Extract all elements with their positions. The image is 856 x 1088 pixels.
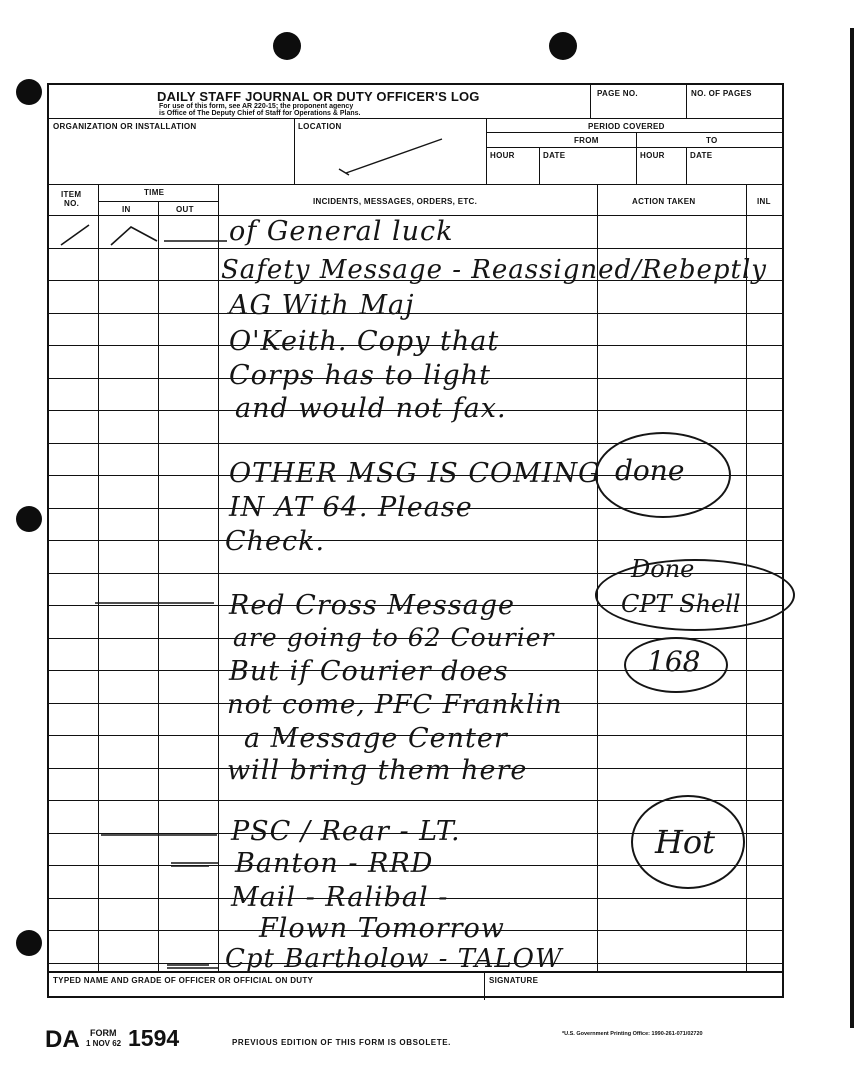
entry-17: will bring them here <box>227 755 528 786</box>
time-out-label: OUT <box>176 205 194 214</box>
entry-23: Cpt Bartholow - TALOW <box>225 944 563 974</box>
form-id-number: 1594 <box>128 1025 180 1051</box>
organization-label: ORGANIZATION OR INSTALLATION <box>53 122 197 131</box>
form-subtitle-2: is Office of The Deputy Chief of Staff for Operations & Plans. <box>159 110 361 117</box>
entry-13: are going to 62 Courier <box>233 623 555 652</box>
to-label: TO <box>706 136 718 145</box>
punch-hole-side-middle <box>16 506 42 532</box>
entry-9: IN AT 64. Please <box>229 492 473 523</box>
to-date-label: DATE <box>690 151 713 160</box>
form-subtitle-1: For use of this form, see AR 220-15; the proponent agency <box>159 103 354 110</box>
action-num-168: 168 <box>647 645 701 678</box>
from-label: FROM <box>574 136 599 145</box>
to-hour-label: HOUR <box>640 151 665 160</box>
entry-8: OTHER MSG IS COMING <box>229 458 601 489</box>
signature-label: SIGNATURE <box>489 976 539 985</box>
action-taken-label: ACTION TAKEN <box>632 197 696 206</box>
incidents-label: INCIDENTS, MESSAGES, ORDERS, ETC. <box>313 197 478 206</box>
punch-hole-top-left <box>273 32 301 60</box>
action-done-1: done <box>615 454 685 487</box>
entry-15: not come, PFC Franklin <box>227 690 563 720</box>
entry-1: of General luck <box>229 216 454 247</box>
entry-12: Red Cross Message <box>229 590 515 621</box>
page-no-label: PAGE NO. <box>597 89 638 98</box>
gpo-notice: *U.S. Government Printing Office: 1990-261-071/02720 <box>562 1031 703 1037</box>
entry-2: Safety Message - Reassigned/Rebeptly <box>221 255 767 285</box>
inl-label: INL <box>757 197 771 206</box>
form-id-form-word: FORM <box>90 1028 117 1038</box>
form-title: DAILY STAFF JOURNAL OR DUTY OFFICER'S LOG <box>157 89 480 104</box>
period-covered-label: PERIOD COVERED <box>588 122 665 131</box>
entry-5: Corps has to light <box>229 360 491 391</box>
action-done-2: Done <box>631 555 695 583</box>
from-date-label: DATE <box>543 151 566 160</box>
entry-19: PSC / Rear - LT. <box>231 816 461 847</box>
from-hour-label: HOUR <box>490 151 515 160</box>
item-no-label-1: ITEM <box>61 190 82 199</box>
entry-14: But if Courier does <box>229 656 509 687</box>
entry-4: O'Keith. Copy that <box>229 326 500 357</box>
right-edge-bar <box>850 28 854 1028</box>
punch-hole-side-top <box>16 79 42 105</box>
obsolete-notice: PREVIOUS EDITION OF THIS FORM IS OBSOLETE. <box>232 1038 451 1047</box>
entry-22: Flown Tomorrow <box>259 913 505 944</box>
item-no-label-2: NO. <box>64 199 80 208</box>
time-label: TIME <box>144 188 165 197</box>
entry-16: a Message Center <box>244 723 508 754</box>
location-label: LOCATION <box>298 122 342 131</box>
typed-name-label: TYPED NAME AND GRADE OF OFFICER OR OFFICIAL ON DUTY <box>53 976 314 985</box>
entry-6: and would not fax. <box>235 393 507 424</box>
action-hot: Hot <box>655 823 716 861</box>
punch-hole-side-bottom <box>16 930 42 956</box>
time-in-label: IN <box>122 205 131 214</box>
entry-21: Mail - Ralibal - <box>231 882 449 913</box>
form-id-da: DA <box>45 1026 80 1053</box>
no-of-pages-label: NO. OF PAGES <box>691 89 752 98</box>
action-cpt-shell: CPT Shell <box>621 590 741 618</box>
punch-hole-top-right <box>549 32 577 60</box>
entry-10: Check. <box>225 526 326 557</box>
form-id-date: 1 NOV 62 <box>86 1039 122 1048</box>
entry-3: AG With Maj <box>229 290 415 321</box>
entry-20: Banton - RRD <box>235 848 434 879</box>
staff-journal-form <box>47 83 784 998</box>
